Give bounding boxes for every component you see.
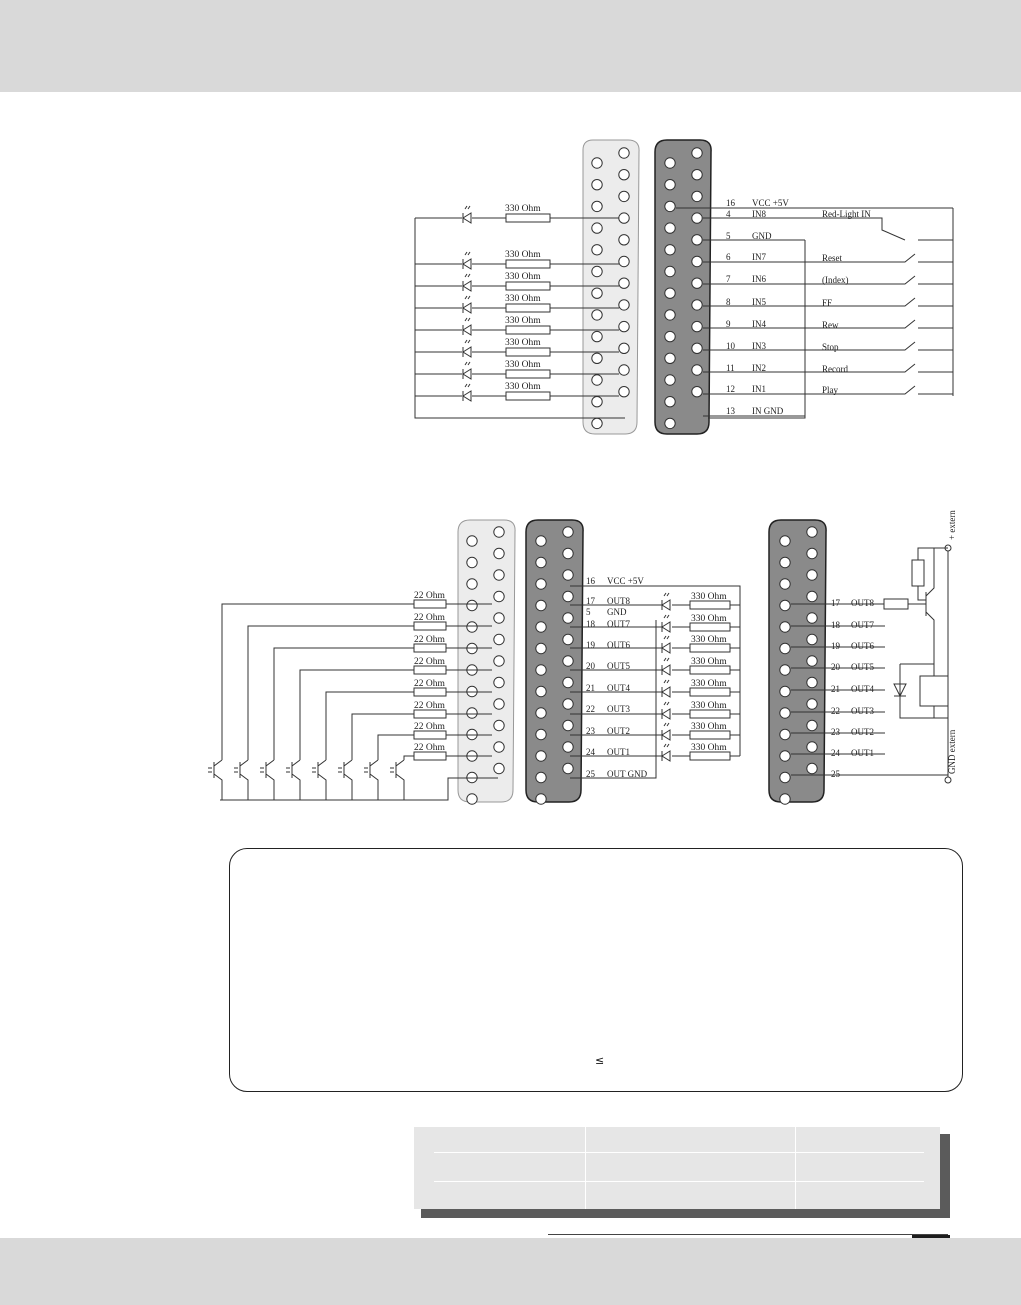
pin-hole	[665, 201, 675, 211]
pin-number: 17	[831, 598, 840, 608]
transistor-icon	[266, 756, 274, 800]
pin-number: 25	[831, 769, 840, 779]
resistor-label: 330 Ohm	[505, 382, 541, 392]
pin-hole	[592, 353, 602, 363]
pin-hole	[536, 729, 546, 739]
resistor-label: 330 Ohm	[505, 360, 541, 370]
resistor	[506, 282, 550, 290]
pin-hole	[563, 720, 573, 730]
led-icon	[463, 369, 471, 379]
pin-hole	[619, 235, 629, 245]
pin-number: 10	[726, 341, 735, 351]
led-icon	[662, 643, 670, 653]
pin-hole	[563, 570, 573, 580]
pin-name: IN2	[752, 363, 766, 373]
pin-hole	[692, 148, 702, 158]
resistor	[506, 304, 550, 312]
pin-name: IN4	[752, 319, 766, 329]
pin-hole	[619, 300, 629, 310]
pin-name: IN3	[752, 341, 766, 351]
pin-number: 18	[831, 620, 840, 630]
resistor	[506, 348, 550, 356]
pin-number: 12	[726, 384, 735, 394]
table-row-divider	[434, 1152, 924, 1153]
resistor-label: 330 Ohm	[505, 338, 541, 348]
resistor	[506, 392, 550, 400]
pin-hole	[592, 375, 602, 385]
pin-hole	[592, 288, 602, 298]
pin-name: VCC +5V	[752, 198, 789, 208]
pin-number: 9	[726, 319, 731, 329]
pin-hole	[494, 570, 504, 580]
led-icon	[463, 213, 471, 223]
pin-hole	[494, 634, 504, 644]
pin-hole	[563, 634, 573, 644]
resistor-label: 330 Ohm	[691, 679, 727, 689]
pin-hole	[467, 536, 477, 546]
resistor-label: 330 Ohm	[505, 204, 541, 214]
pin-hole	[563, 699, 573, 709]
pin-number: 22	[586, 704, 595, 714]
resistor	[690, 623, 730, 631]
led-icon	[662, 687, 670, 697]
pin-hole	[692, 191, 702, 201]
pin-hole	[665, 245, 675, 255]
resistor-label: 330 Ohm	[691, 743, 727, 753]
pin-hole	[494, 613, 504, 623]
pin-name: OUT1	[607, 747, 630, 757]
resistor-label: 22 Ohm	[414, 635, 445, 645]
resistor	[506, 214, 550, 222]
footer-rule	[548, 1234, 948, 1235]
pin-hole	[536, 536, 546, 546]
pin-hole	[619, 148, 629, 158]
pin-hole	[563, 677, 573, 687]
pin-hole	[780, 708, 790, 718]
transistor-icon	[240, 756, 248, 800]
pin-hole	[619, 343, 629, 353]
resistor-label: 22 Ohm	[414, 613, 445, 623]
pin-hole	[780, 536, 790, 546]
pin-number: 6	[726, 252, 731, 262]
pin-hole	[692, 387, 702, 397]
transistor-icon	[214, 756, 222, 800]
resistor	[414, 600, 446, 608]
pin-hole	[494, 548, 504, 558]
pin-hole	[780, 729, 790, 739]
transistor-icon	[344, 756, 352, 800]
resistor	[506, 370, 550, 378]
led-icon	[662, 709, 670, 719]
pin-name: OUT2	[607, 726, 630, 736]
led-icon	[662, 730, 670, 740]
extern-plus-label: + extern	[947, 510, 957, 540]
pin-name: IN6	[752, 274, 766, 284]
extern-gnd-label: GND extern	[947, 729, 957, 774]
pin-hole	[780, 579, 790, 589]
pin-name: OUT7	[851, 620, 874, 630]
pin-number: 17	[586, 596, 595, 606]
resistor	[414, 752, 446, 760]
led-icon	[662, 600, 670, 610]
resistor-label: 22 Ohm	[414, 679, 445, 689]
pin-hole	[494, 677, 504, 687]
pin-hole	[807, 548, 817, 558]
pin-label: Play	[822, 385, 839, 395]
pin-name: IN8	[752, 209, 766, 219]
resistor-label: 330 Ohm	[505, 250, 541, 260]
pin-name: OUT5	[607, 661, 630, 671]
resistor-label: 330 Ohm	[691, 701, 727, 711]
pin-hole	[536, 579, 546, 589]
table-row-divider	[434, 1181, 924, 1182]
pin-hole	[592, 397, 602, 407]
pin-number: 16	[726, 198, 735, 208]
led-icon	[662, 622, 670, 632]
pin-number: 11	[726, 363, 735, 373]
pin-name: OUT8	[851, 598, 874, 608]
pin-name: OUT3	[851, 706, 874, 716]
pin-label: Reset	[822, 253, 842, 263]
pin-hole	[536, 665, 546, 675]
resistor	[690, 731, 730, 739]
resistor	[690, 601, 730, 609]
pin-hole	[807, 742, 817, 752]
resistor-label: 330 Ohm	[505, 316, 541, 326]
pin-hole	[807, 656, 817, 666]
resistor-label: 22 Ohm	[414, 743, 445, 753]
pin-hole	[692, 235, 702, 245]
pin-hole	[536, 600, 546, 610]
pin-hole	[807, 763, 817, 773]
pin-hole	[494, 699, 504, 709]
resistor	[414, 710, 446, 718]
pin-hole	[536, 751, 546, 761]
pin-hole	[619, 256, 629, 266]
pin-label: Record	[822, 364, 848, 374]
resistor-label: 22 Ohm	[414, 701, 445, 711]
pin-hole	[780, 772, 790, 782]
led-icon	[662, 665, 670, 675]
pin-hole	[807, 527, 817, 537]
pin-name: OUT GND	[607, 769, 648, 779]
resistor-label: 330 Ohm	[691, 722, 727, 732]
pin-name: IN1	[752, 384, 766, 394]
pin-hole	[619, 278, 629, 288]
pin-hole	[780, 600, 790, 610]
resistor-label: 330 Ohm	[505, 272, 541, 282]
pin-hole	[665, 397, 675, 407]
pin-hole	[665, 331, 675, 341]
pin-hole	[592, 201, 602, 211]
resistor	[506, 260, 550, 268]
pin-number: 23	[831, 727, 840, 737]
pin-hole	[563, 613, 573, 623]
pin-name: IN GND	[752, 406, 784, 416]
resistor-label: 330 Ohm	[505, 294, 541, 304]
pin-number: 5	[586, 607, 591, 617]
transistor-icon	[396, 756, 404, 800]
pin-name: OUT8	[607, 596, 630, 606]
pin-number: 18	[586, 619, 595, 629]
resistor	[506, 326, 550, 334]
pin-hole	[665, 310, 675, 320]
pin-number: 24	[586, 747, 595, 757]
pin-hole	[619, 191, 629, 201]
led-icon	[463, 281, 471, 291]
pin-hole	[592, 223, 602, 233]
pin-hole	[619, 170, 629, 180]
pin-hole	[692, 278, 702, 288]
transistor-icon	[292, 756, 300, 800]
pin-hole	[780, 557, 790, 567]
pin-hole	[807, 699, 817, 709]
pin-name: IN5	[752, 297, 766, 307]
pin-number: 4	[726, 209, 731, 219]
pin-name: OUT5	[851, 662, 874, 672]
transistor-icon	[370, 756, 378, 800]
resistor	[690, 688, 730, 696]
pin-name: GND	[607, 607, 627, 617]
pin-name: OUT4	[851, 684, 874, 694]
pin-hole	[592, 180, 602, 190]
pin-hole	[692, 343, 702, 353]
pin-hole	[536, 643, 546, 653]
pin-hole	[807, 570, 817, 580]
pin-hole	[494, 656, 504, 666]
pin-hole	[807, 591, 817, 601]
pin-name: OUT1	[851, 748, 874, 758]
pin-hole	[665, 288, 675, 298]
pin-hole	[467, 579, 477, 589]
led-icon	[662, 751, 670, 761]
pin-name: OUT3	[607, 704, 630, 714]
pin-hole	[807, 677, 817, 687]
pin-name: GND	[752, 231, 772, 241]
pin-hole	[619, 387, 629, 397]
resistor-label: 22 Ohm	[414, 657, 445, 667]
footer-band	[0, 1238, 1021, 1305]
pin-hole	[665, 266, 675, 276]
pin-name: OUT7	[607, 619, 630, 629]
pin-hole	[563, 527, 573, 537]
pin-name: VCC +5V	[607, 576, 644, 586]
pin-hole	[467, 622, 477, 632]
pin-hole	[494, 742, 504, 752]
resistor	[414, 688, 446, 696]
pin-label: Rew	[822, 320, 839, 330]
pin-hole	[665, 353, 675, 363]
pin-number: 21	[831, 684, 840, 694]
resistor-label: 330 Ohm	[691, 592, 727, 602]
pin-hole	[563, 763, 573, 773]
pin-hole	[692, 321, 702, 331]
pin-number: 24	[831, 748, 840, 758]
pin-name: OUT6	[851, 641, 874, 651]
pin-number: 7	[726, 274, 731, 284]
led-icon	[463, 303, 471, 313]
transistor-icon	[318, 756, 326, 800]
pin-hole	[467, 794, 477, 804]
pin-hole	[494, 763, 504, 773]
resistor-label: 22 Ohm	[414, 591, 445, 601]
pin-number: 16	[586, 576, 595, 586]
pin-hole	[592, 418, 602, 428]
pin-name: OUT2	[851, 727, 874, 737]
pin-hole	[592, 245, 602, 255]
table-column-divider	[585, 1127, 586, 1209]
pin-hole	[692, 256, 702, 266]
pin-hole	[780, 622, 790, 632]
pin-number: 20	[831, 662, 840, 672]
pin-hole	[780, 665, 790, 675]
pin-hole	[665, 418, 675, 428]
pin-hole	[780, 686, 790, 696]
pin-hole	[563, 548, 573, 558]
pin-hole	[563, 656, 573, 666]
pin-number: 19	[831, 641, 840, 651]
pin-hole	[563, 591, 573, 601]
pin-label: FF	[822, 298, 833, 308]
pin-hole	[467, 557, 477, 567]
pin-hole	[692, 213, 702, 223]
pin-hole	[780, 643, 790, 653]
resistor	[414, 666, 446, 674]
resistor	[690, 644, 730, 652]
led-icon	[463, 391, 471, 401]
resistor-label: 22 Ohm	[414, 722, 445, 732]
pin-hole	[807, 720, 817, 730]
pin-hole	[536, 622, 546, 632]
resistor	[690, 710, 730, 718]
pin-hole	[780, 751, 790, 761]
pin-number: 23	[586, 726, 595, 736]
pin-hole	[536, 772, 546, 782]
pin-hole	[536, 708, 546, 718]
input-diagram	[415, 140, 953, 434]
pin-name: IN7	[752, 252, 766, 262]
pin-hole	[780, 794, 790, 804]
pin-hole	[692, 365, 702, 375]
spec-table	[414, 1127, 940, 1209]
pin-hole	[467, 708, 477, 718]
pin-hole	[807, 613, 817, 623]
pin-hole	[563, 742, 573, 752]
led-icon	[463, 325, 471, 335]
pin-number: 21	[586, 683, 595, 693]
pin-label: Red-Light IN	[822, 209, 871, 219]
pin-hole	[807, 634, 817, 644]
resistor	[690, 752, 730, 760]
output-plug-right	[526, 520, 583, 802]
pin-hole	[536, 686, 546, 696]
resistor	[414, 644, 446, 652]
pin-hole	[592, 158, 602, 168]
resistor	[690, 666, 730, 674]
resistor-label: 330 Ohm	[691, 657, 727, 667]
pin-number: 5	[726, 231, 731, 241]
pin-number: 13	[726, 406, 735, 416]
pin-number: 22	[831, 706, 840, 716]
led-icon	[463, 347, 471, 357]
pin-hole	[665, 180, 675, 190]
pin-hole	[494, 527, 504, 537]
less-equal-symbol: ≤	[595, 1054, 605, 1067]
pin-label: Stop	[822, 342, 839, 352]
pin-hole	[494, 591, 504, 601]
pin-hole	[619, 365, 629, 375]
pin-number: 8	[726, 297, 731, 307]
pin-number: 19	[586, 640, 595, 650]
pin-hole	[692, 170, 702, 180]
led-icon	[463, 259, 471, 269]
pin-hole	[592, 310, 602, 320]
output-diagram	[208, 520, 740, 804]
pin-hole	[592, 266, 602, 276]
resistor-label: 330 Ohm	[691, 614, 727, 624]
pin-hole	[692, 300, 702, 310]
resistor	[414, 731, 446, 739]
note-box	[229, 848, 963, 1092]
pin-label: (Index)	[822, 275, 849, 285]
pin-hole	[494, 720, 504, 730]
pin-hole	[665, 223, 675, 233]
pin-hole	[619, 213, 629, 223]
pin-hole	[619, 321, 629, 331]
pin-hole	[467, 600, 477, 610]
pin-hole	[592, 331, 602, 341]
pin-number: 25	[586, 769, 595, 779]
pin-hole	[665, 158, 675, 168]
pin-name: OUT6	[607, 640, 630, 650]
pin-hole	[536, 557, 546, 567]
pin-hole	[536, 794, 546, 804]
input-plug-right	[655, 140, 711, 434]
resistor-label: 330 Ohm	[691, 635, 727, 645]
table-column-divider	[795, 1127, 796, 1209]
resistor	[414, 622, 446, 630]
pin-number: 20	[586, 661, 595, 671]
pin-hole	[665, 375, 675, 385]
pin-name: OUT4	[607, 683, 630, 693]
